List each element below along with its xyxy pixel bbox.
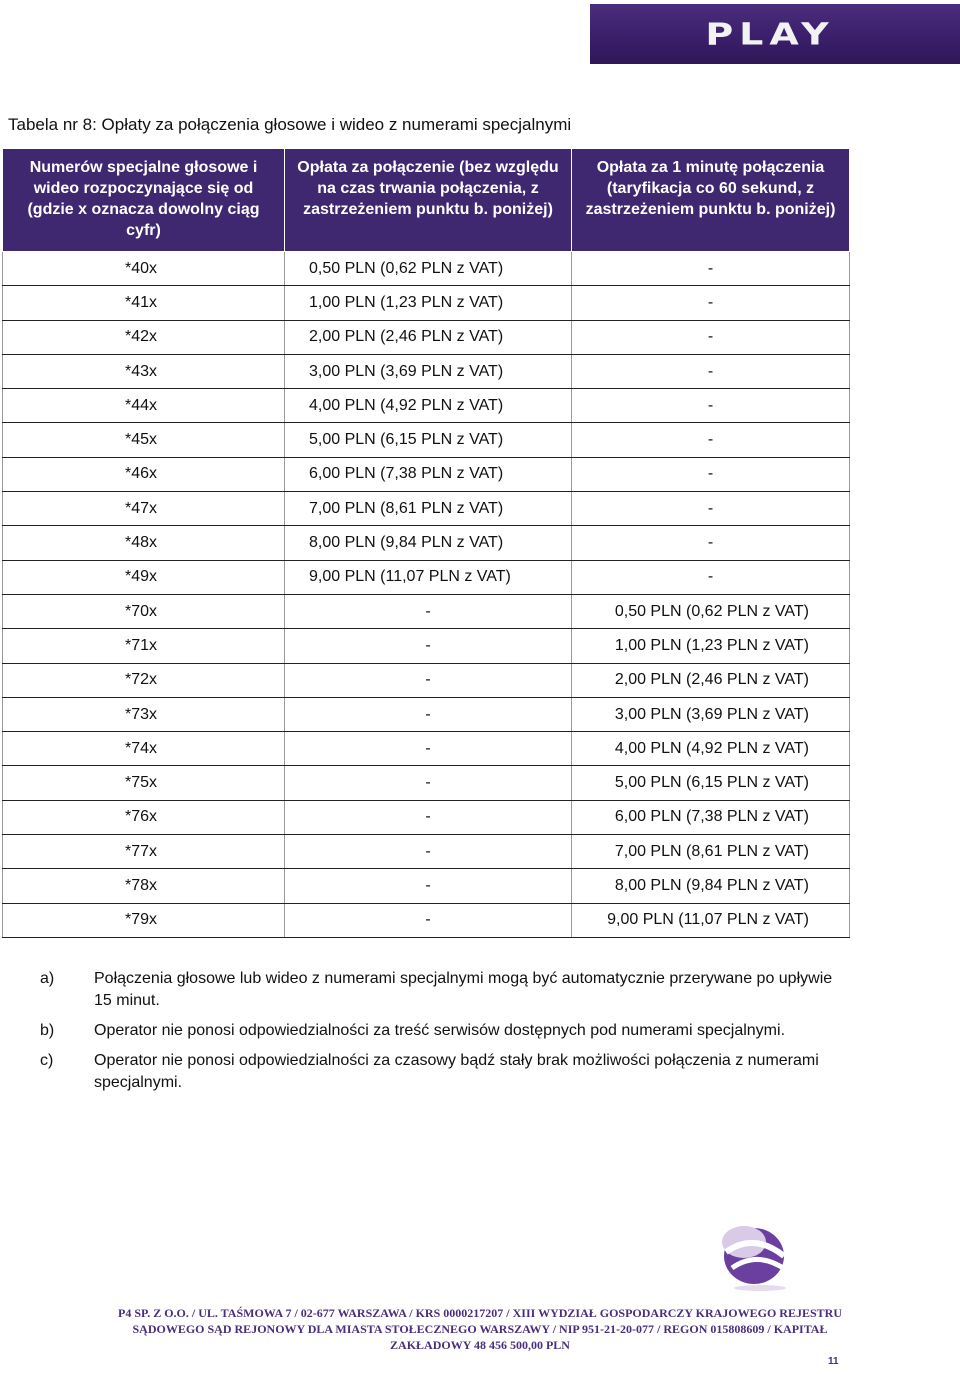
table-caption: Tabela nr 8: Opłaty za połączenia głosowe i wideo z numerami specjalnymi: [8, 115, 572, 134]
note-text: Operator nie ponosi odpowiedzialności za treść serwisów dostępnych pod numerami specjalnymi.: [94, 1022, 786, 1039]
cell-connection-fee: -: [285, 629, 572, 663]
table-row: [3, 492, 850, 526]
table-row: [3, 697, 850, 731]
cell-number: *45x: [3, 423, 285, 457]
table-row: [3, 732, 850, 766]
notes-list: [40, 968, 850, 1102]
cell-minute-fee: -: [572, 457, 850, 491]
cell-connection-fee: 2,00 PLN (2,46 PLN z VAT): [285, 320, 572, 354]
cell-connection-fee: 3,00 PLN (3,69 PLN z VAT): [285, 354, 572, 388]
play-swirl-icon: [714, 1212, 796, 1292]
cell-number: *43x: [3, 354, 285, 388]
table-row: [3, 286, 850, 320]
cell-number: *72x: [3, 663, 285, 697]
cell-connection-fee: -: [285, 594, 572, 628]
cell-number: *48x: [3, 526, 285, 560]
footer-line: P4 SP. Z O.O. / UL. TAŚMOWA 7 / 02-677 WARSZAWA / KRS 0000217207 / XIII WYDZIAŁ GOSPODARCZY KRAJOWEGO REJESTRU: [117, 1306, 842, 1320]
cell-number: *49x: [3, 560, 285, 594]
cell-minute-fee: 5,00 PLN (6,15 PLN z VAT): [572, 766, 850, 800]
table-row: [3, 423, 850, 457]
note-marker: b): [40, 1022, 55, 1039]
cell-minute-fee: -: [572, 526, 850, 560]
cell-number: *41x: [3, 286, 285, 320]
page-number: 11: [828, 1356, 839, 1367]
cell-minute-fee: -: [572, 560, 850, 594]
note-c: [40, 1050, 850, 1094]
cell-connection-fee: -: [285, 663, 572, 697]
table-row: [3, 903, 850, 937]
cell-minute-fee: 0,50 PLN (0,62 PLN z VAT): [572, 594, 850, 628]
cell-number: *40x: [3, 252, 285, 286]
table-header-row: [3, 149, 850, 252]
cell-minute-fee: 8,00 PLN (9,84 PLN z VAT): [572, 869, 850, 903]
cell-number: *73x: [3, 697, 285, 731]
header-number: Numerów specjalne głosowe i wideo rozpoczynające się od (gdzie x oznacza dowolny ciąg cyfr): [3, 149, 285, 252]
table-row: [3, 800, 850, 834]
cell-minute-fee: -: [572, 492, 850, 526]
table-row: [3, 766, 850, 800]
cell-number: *47x: [3, 492, 285, 526]
cell-number: *78x: [3, 869, 285, 903]
cell-minute-fee: -: [572, 320, 850, 354]
table-row: [3, 320, 850, 354]
cell-number: *74x: [3, 732, 285, 766]
cell-minute-fee: 6,00 PLN (7,38 PLN z VAT): [572, 800, 850, 834]
cell-number: *75x: [3, 766, 285, 800]
cell-minute-fee: -: [572, 389, 850, 423]
cell-connection-fee: -: [285, 800, 572, 834]
table-row: [3, 835, 850, 869]
cell-connection-fee: 5,00 PLN (6,15 PLN z VAT): [285, 423, 572, 457]
cell-minute-fee: -: [572, 252, 850, 286]
footer-line: ZAKŁADOWY 48 456 500,00 PLN: [390, 1338, 570, 1352]
cell-connection-fee: -: [285, 835, 572, 869]
table-row: [3, 560, 850, 594]
cell-number: *71x: [3, 629, 285, 663]
play-logo: [590, 4, 960, 64]
cell-connection-fee: 4,00 PLN (4,92 PLN z VAT): [285, 389, 572, 423]
cell-minute-fee: 1,00 PLN (1,23 PLN z VAT): [572, 629, 850, 663]
cell-minute-fee: 2,00 PLN (2,46 PLN z VAT): [572, 663, 850, 697]
cell-connection-fee: 8,00 PLN (9,84 PLN z VAT): [285, 526, 572, 560]
cell-connection-fee: -: [285, 732, 572, 766]
cell-connection-fee: 7,00 PLN (8,61 PLN z VAT): [285, 492, 572, 526]
cell-connection-fee: -: [285, 869, 572, 903]
cell-connection-fee: -: [285, 903, 572, 937]
logo-text: PLAY: [705, 16, 835, 52]
footer: [0, 1305, 960, 1353]
cell-minute-fee: 7,00 PLN (8,61 PLN z VAT): [572, 835, 850, 869]
note-b: [40, 1020, 850, 1042]
cell-minute-fee: -: [572, 423, 850, 457]
cell-minute-fee: 3,00 PLN (3,69 PLN z VAT): [572, 697, 850, 731]
cell-number: *77x: [3, 835, 285, 869]
note-a: [40, 968, 850, 1012]
header-minute-fee: Opłata za 1 minutę połączenia (taryfikacja co 60 sekund, z zastrzeżeniem punktu b. poniżej): [572, 149, 850, 252]
footer-line: SĄDOWEGO SĄD REJONOWY DLA MIASTA STOŁECZNEGO WARSZAWY / NIP 951-21-20-077 / REGON 015808609 / KAPITAŁ: [132, 1322, 828, 1336]
table-row: [3, 629, 850, 663]
cell-connection-fee: 9,00 PLN (11,07 PLN z VAT): [285, 560, 572, 594]
table-row: [3, 252, 850, 286]
table-row: [3, 594, 850, 628]
cell-number: *70x: [3, 594, 285, 628]
header-connection-fee: Opłata za połączenie (bez względu na czas trwania połączenia, z zastrzeżeniem punktu b. poniżej): [285, 149, 572, 252]
table-row: [3, 354, 850, 388]
cell-number: *76x: [3, 800, 285, 834]
cell-number: *46x: [3, 457, 285, 491]
cell-number: *79x: [3, 903, 285, 937]
table-row: [3, 663, 850, 697]
cell-minute-fee: -: [572, 286, 850, 320]
cell-connection-fee: 0,50 PLN (0,62 PLN z VAT): [285, 252, 572, 286]
cell-minute-fee: 4,00 PLN (4,92 PLN z VAT): [572, 732, 850, 766]
cell-connection-fee: 6,00 PLN (7,38 PLN z VAT): [285, 457, 572, 491]
cell-number: *42x: [3, 320, 285, 354]
note-marker: c): [40, 1052, 54, 1069]
cell-connection-fee: -: [285, 697, 572, 731]
note-text: Operator nie ponosi odpowiedzialności za czasowy bądź stały brak możliwości połączenia z numerami specjalnymi.: [94, 1052, 819, 1091]
cell-minute-fee: -: [572, 354, 850, 388]
cell-minute-fee: 9,00 PLN (11,07 PLN z VAT): [572, 903, 850, 937]
table-row: [3, 457, 850, 491]
rates-table: [2, 148, 850, 938]
cell-connection-fee: 1,00 PLN (1,23 PLN z VAT): [285, 286, 572, 320]
note-marker: a): [40, 970, 55, 987]
table-row: [3, 389, 850, 423]
table-row: [3, 869, 850, 903]
cell-connection-fee: -: [285, 766, 572, 800]
table-row: [3, 526, 850, 560]
cell-number: *44x: [3, 389, 285, 423]
note-text: Połączenia głosowe lub wideo z numerami specjalnymi mogą być automatycznie przerywane po upływie 15 minut.: [94, 970, 833, 1009]
